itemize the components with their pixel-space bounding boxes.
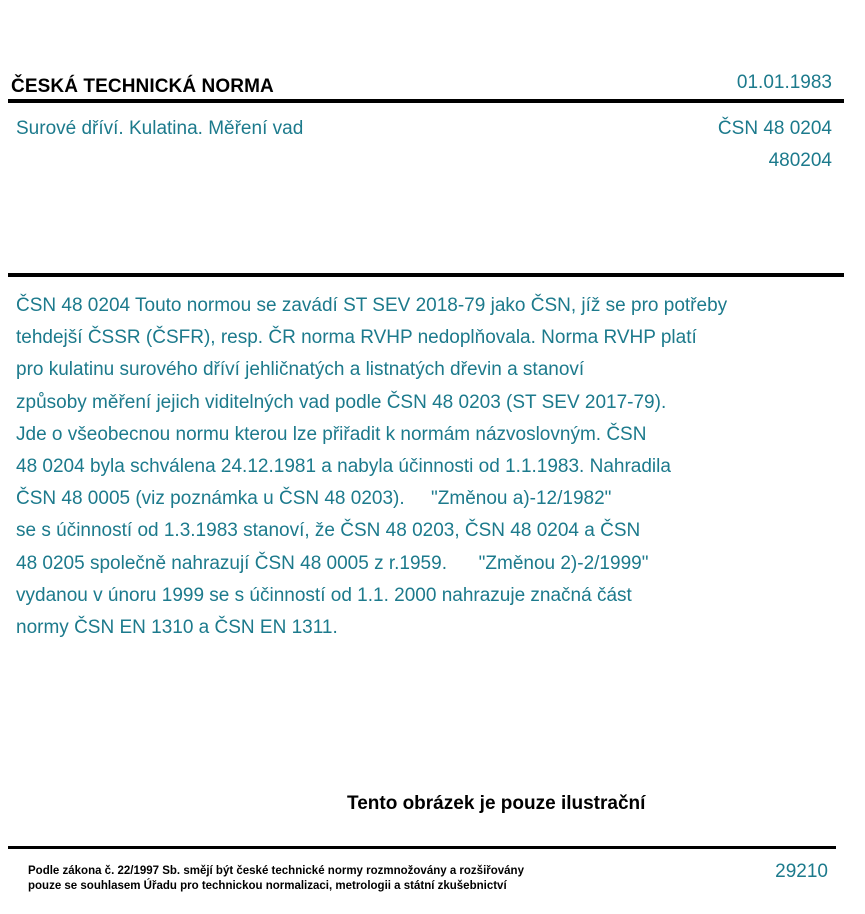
footer-divider xyxy=(8,846,836,849)
description-line: normy ČSN EN 1310 a ČSN EN 1311. xyxy=(16,617,338,639)
document-title: Surové dříví. Kulatina. Měření vad xyxy=(16,118,304,139)
header-divider xyxy=(8,99,844,103)
document-code: 480204 xyxy=(768,150,832,171)
catalog-number: 29210 xyxy=(775,861,828,882)
description-line: se s účinností od 1.3.1983 stanoví, že ČSN 48 0203, ČSN 48 0204 a ČSN xyxy=(16,520,641,542)
legal-notice-line: pouze se souhlasem Úřadu pro technickou normalizaci, metrologii a státní zkušebnictví xyxy=(28,880,507,892)
issue-date: 01.01.1983 xyxy=(736,72,832,93)
description-line: tehdejší ČSSR (ČSFR), resp. ČR norma RVHP nedoplňovala. Norma RVHP platí xyxy=(16,327,697,349)
standard-type-title: ČESKÁ TECHNICKÁ NORMA xyxy=(11,76,274,97)
description-line: způsoby měření jejich viditelných vad podle ČSN 48 0203 (ST SEV 2017-79). xyxy=(16,391,667,413)
document-description xyxy=(16,290,836,644)
description-line: 48 0205 společně nahrazují ČSN 48 0005 z r.1959. "Změnou 2)-2/1999" xyxy=(16,552,649,574)
document-number: ČSN 48 0204 xyxy=(717,118,832,139)
description-line: 48 0204 byla schválena 24.12.1981 a nabyla účinnosti od 1.1.1983. Nahradila xyxy=(16,456,671,478)
legal-notice-line: Podle zákona č. 22/1997 Sb. smějí být české technické normy rozmnožovány a rozšiřovány xyxy=(28,865,524,877)
description-line: vydanou v únoru 1999 se s účinností od 1.1. 2000 nahrazuje značná část xyxy=(16,584,632,606)
section-divider xyxy=(8,273,844,277)
description-line: Jde o všeobecnou normu kterou lze přiřadit k normám názvoslovným. ČSN xyxy=(16,423,647,445)
description-line: ČSN 48 0204 Touto normou se zavádí ST SEV 2018-79 jako ČSN, jíž se pro potřeby xyxy=(16,295,728,316)
legal-notice xyxy=(28,864,524,894)
description-line: ČSN 48 0005 (viz poznámka u ČSN 48 0203). "Změnou a)-12/1982" xyxy=(16,488,612,510)
illustration-notice: Tento obrázek je pouze ilustrační xyxy=(347,793,646,814)
description-line: pro kulatinu surového dříví jehličnatých a listnatých dřevin a stanoví xyxy=(16,359,585,381)
